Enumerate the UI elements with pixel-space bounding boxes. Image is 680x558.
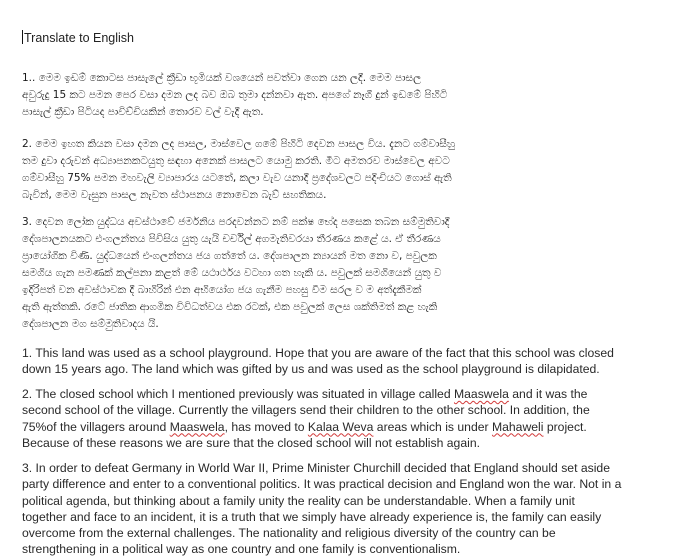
sinhala-line: 2. මෙම ඉහත කියන වසා දමන ලද පාසල, මාස්වෙල ගමේ පිහිටි දෙවන පාසල විය. දැනට ගම්වාසීහු [22,138,456,150]
misspelled-word[interactable]: Mahaweli [491,419,544,434]
text-run: party difference and enter to a conventional politics. It was practical decision and England won the war. Not in a [22,477,622,492]
english-line [22,476,662,492]
english-paragraph-3 [22,460,662,558]
sinhala-line: ඇති ඇත්තකි. රටේ ජාතික ආගමික විවිධත්වය එක රටක්, එක පවුලක් ලෙස ශක්තිමත් කළ හැකි [22,301,438,313]
text-run: Because of these reasons we are sure that the closed school will not establish again. [22,435,480,450]
english-line [22,493,662,509]
sinhala-paragraph-3 [22,214,642,333]
text-cursor [22,30,23,44]
text-run: together and face to an incident, it is a truth that we simply have already experience is, the family can easily [22,509,602,524]
text-run: down 15 years ago. The land which was gifted by us and was used as the school playground is dilapidated. [22,362,600,377]
text-run: areas which is under [373,419,492,434]
text-run: political agenda, but thinking about a family unity the reality can be understandable. When a family unit [22,493,575,508]
sinhala-line: තම දුවා දරුවන් අධ්‍යාපනකටයුතු සඳහා අනෙක් පාසලට යොමු කරති. මීට අමතරව මාස්වෙල අවට [22,155,450,167]
misspelled-word[interactable]: Maaswela [169,419,225,434]
misspelled-word[interactable]: Maaswela [454,387,509,401]
sinhala-line: ප්‍රායෝගික විණි. යුද්ධයෙන් එංගලන්තය ජය ගත්තේ ය. දේශපාලන න්‍යායන් මත නො ව, පවුලක [22,250,437,262]
english-paragraph-2 [22,386,662,451]
text-run: project. [543,419,587,434]
english-line [22,525,662,541]
heading-text: Translate to English [24,31,135,45]
sinhala-paragraph-1 [22,70,642,121]
sinhala-paragraph-2 [22,136,642,204]
sinhala-line: ගම්වාසීහු 75% පමන මහවැලි ව්‍යාපාරය යටතේ, කලා වැව යනාදී ප්‍රදේශවලට පදිංචියට ගොස් ඇති [22,172,452,184]
english-line [22,460,662,476]
english-line [22,509,662,525]
english-line [22,402,662,418]
text-run: and it was the [508,387,588,401]
text-run: 3. In order to defeat Germany in World War II, Prime Minister Churchill decided that England should set aside [22,461,610,475]
misspelled-word[interactable]: Kalaa Weva [307,419,374,434]
sinhala-line: ඉදිරිපත් වන අවස්ථාවක දී බාහිරින් එන අභියෝග ජය ගැනීම පහසු වීම සරල ව ම අත්දැකීමක් [22,284,422,296]
text-run: strengthening in a political way as one country and one family is conventionalism. [22,542,461,557]
text-run: 2. The closed school which I mentioned previously was situated in village called [22,387,454,401]
english-paragraph-1 [22,345,662,378]
english-line [22,435,662,451]
sinhala-line: 3. දෙවන ලෝක යුද්ධය අවස්ථාවේ ජර්මනිය පරදවන්නට නම් පක්ෂ භේද පසෙක තබන සම්මුතිවාදී [22,216,450,228]
text-run: overcome from the external challenges. The nationality and religious diversity of the country can be [22,526,556,541]
sinhala-line: දේශපාලන මග සම්මුතිවාදය යි. [22,318,159,330]
text-run: second school of the village. Currently the villagers send their children to the other school. In addition, the [22,403,590,418]
text-run: , has moved to [224,419,308,434]
text-run: 75%of the villagers around [22,419,170,434]
sinhala-line: සමගිය ගැන පමණක් කල්පනා කළත් මේ යථාර්ථය වටහා ගත හැකි ය. පවුලක් සමගියෙන් යුතු ව [22,267,442,279]
text-run: 1. This land was used as a school playground. Hope that you are aware of the fact that this school was closed [22,346,614,360]
english-line [22,345,662,361]
sinhala-line: බැවින්, මෙම වැසුන පාසල නැවත ස්ථාපනය නොවෙන බැව් සහතිකය. [22,189,327,201]
sinhala-line: 1.. මෙම ඉඩම් කොටස පාසැලේ ක්‍රීඩා භූමියක් වශයෙන් පවත්වා ගෙන යන ලදී. මෙම පාසල [22,72,422,84]
sinhala-line: පාසැල් ක්‍රීඩා පිටියද පාවිච්චියකින් තොරව වල් වැදී ඇත. [22,106,264,118]
english-line [22,541,662,557]
sinhala-line: අවුරුදු 15 කට පමන පෙර වසා දමන ලද බව ඔබ තුමා දන්නවා ඇත. අපගේ නෑගී දුන් ඉඩමේ පිහිටි [22,89,448,101]
english-line [22,386,662,402]
sinhala-line: දේශපාලනයකට එංගලන්තය පිවිසිය යුතු යැයි චර්චිල් අගමැතිවරයා තීරණය කළේ ය. ඒ තීරණය [22,233,441,245]
english-line [22,361,662,377]
english-line [22,419,662,435]
document-heading[interactable] [22,30,134,46]
